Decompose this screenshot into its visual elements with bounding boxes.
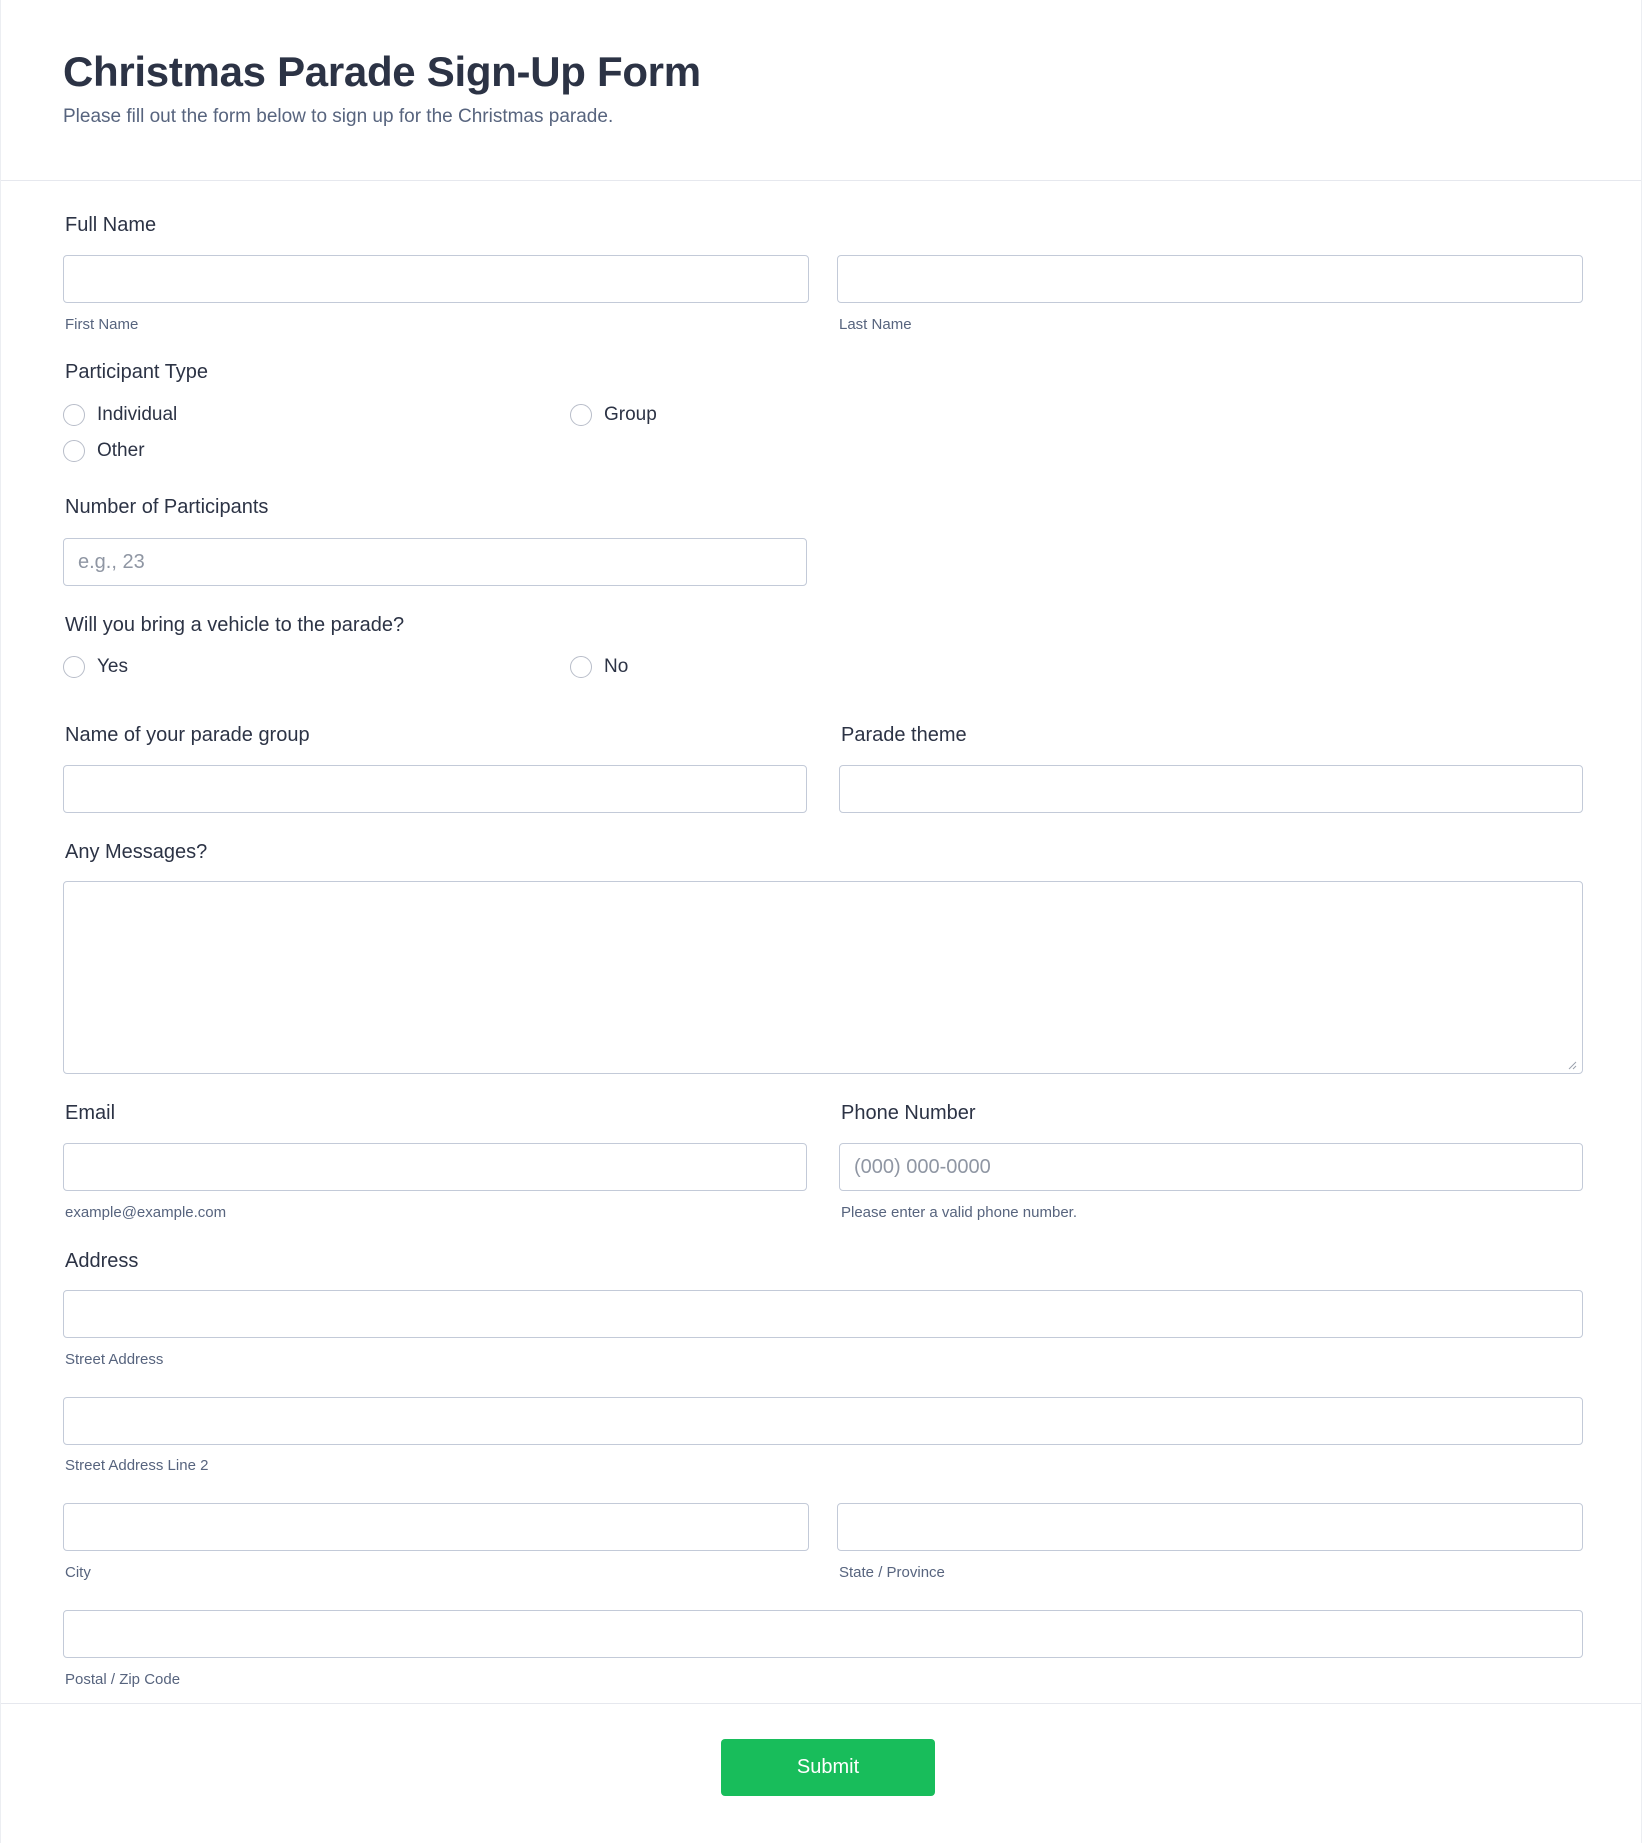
email-label: Email <box>65 1102 116 1124</box>
last-name-input[interactable] <box>837 255 1583 303</box>
phone-sublabel: Please enter a valid phone number. <box>841 1204 1077 1221</box>
radio-no[interactable] <box>570 656 628 678</box>
radio-label: Other <box>97 440 145 461</box>
street-address-sublabel: Street Address <box>65 1351 164 1368</box>
state-province-input[interactable] <box>837 1503 1583 1551</box>
participants-label: Number of Participants <box>65 496 269 518</box>
radio-label: No <box>604 656 629 677</box>
phone-label: Phone Number <box>841 1102 976 1124</box>
radio-yes[interactable] <box>63 656 128 678</box>
radio-label: Individual <box>97 404 178 425</box>
radio-label: Yes <box>97 656 128 677</box>
radio-other[interactable] <box>63 440 145 462</box>
radio-label: Group <box>604 404 657 425</box>
radio-circle[interactable] <box>63 656 85 678</box>
street-address-input[interactable] <box>63 1290 1583 1338</box>
group-name-input[interactable] <box>63 765 807 813</box>
radio-individual[interactable] <box>63 404 177 426</box>
participants-input[interactable] <box>63 538 807 586</box>
form-subtitle: Please fill out the form below to sign up for the Christmas parade. <box>63 106 614 127</box>
email-input[interactable] <box>63 1143 807 1191</box>
first-name-sublabel: First Name <box>65 316 139 333</box>
participant-type-label: Participant Type <box>65 361 209 383</box>
radio-circle[interactable] <box>570 404 592 426</box>
street-address-line2-sublabel: Street Address Line 2 <box>65 1457 209 1474</box>
address-label: Address <box>65 1250 139 1272</box>
city-sublabel: City <box>65 1564 91 1581</box>
last-name-sublabel: Last Name <box>839 316 912 333</box>
form-title: Christmas Parade Sign-Up Form <box>63 48 701 95</box>
form-header <box>1 0 1641 181</box>
messages-label: Any Messages? <box>65 841 208 863</box>
postal-code-input[interactable] <box>63 1610 1583 1658</box>
radio-circle[interactable] <box>570 656 592 678</box>
submit-button[interactable]: Submit <box>721 1739 935 1796</box>
phone-input[interactable] <box>839 1143 1583 1191</box>
parade-theme-input[interactable] <box>839 765 1583 813</box>
resize-handle-icon[interactable] <box>1567 1060 1577 1070</box>
radio-group[interactable] <box>570 404 657 426</box>
group-name-label: Name of your parade group <box>65 724 310 746</box>
radio-circle[interactable] <box>63 404 85 426</box>
email-sublabel: example@example.com <box>65 1204 227 1221</box>
full-name-label: Full Name <box>65 214 157 236</box>
first-name-input[interactable] <box>63 255 809 303</box>
messages-textarea[interactable] <box>63 881 1583 1074</box>
vehicle-label: Will you bring a vehicle to the parade? <box>65 614 405 636</box>
parade-theme-label: Parade theme <box>841 724 967 746</box>
radio-circle[interactable] <box>63 440 85 462</box>
street-address-line2-input[interactable] <box>63 1397 1583 1445</box>
postal-code-sublabel: Postal / Zip Code <box>65 1671 181 1688</box>
city-input[interactable] <box>63 1503 809 1551</box>
state-province-sublabel: State / Province <box>839 1564 945 1581</box>
